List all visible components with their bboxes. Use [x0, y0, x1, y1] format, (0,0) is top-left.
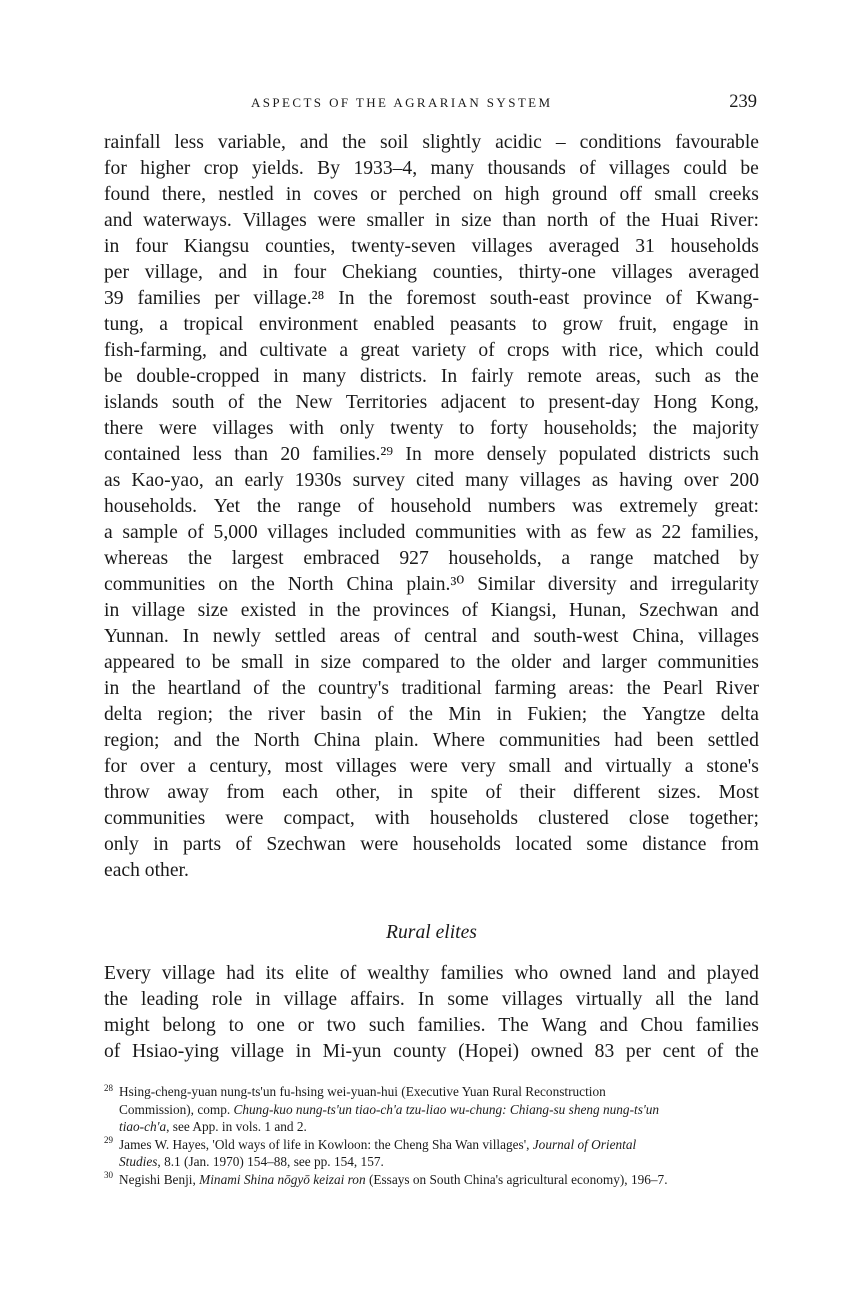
text-line: there were villages with only twenty to forty households; the majority [104, 418, 759, 439]
footnote-28: 28 Hsing-cheng-yuan nung-ts'un fu-hsing wei-yuan-hui (Executive Yuan Rural Reconstruction [104, 1082, 606, 1099]
footnote-29: 29 James W. Hayes, 'Old ways of life in Kowloon: the Cheng Sha Wan villages', Journal of Oriental [104, 1135, 637, 1152]
text-line: a sample of 5,000 villages included communities with as few as 22 families, [104, 522, 759, 543]
text-line: of Hsiao-ying village in Mi-yun county (Hopei) owned 83 per cent of the [104, 1041, 759, 1062]
text-line: whereas the largest embraced 927 households, a range matched by [104, 548, 759, 569]
footnote-line: tiao-ch'a, see App. in vols. 1 and 2. [119, 1119, 307, 1134]
text-line: the leading role in village affairs. In some villages virtually all the land [104, 989, 759, 1010]
text-line: in the heartland of the country's traditional farming areas: the Pearl River [104, 678, 759, 699]
text-line: contained less than 20 families.²⁹ In more densely populated districts such [104, 444, 759, 465]
text-line: Yunnan. In newly settled areas of central and south-west China, villages [104, 626, 759, 647]
text-line: found there, nestled in coves or perched on high ground off small creeks [104, 184, 759, 205]
page-number: 239 [729, 92, 757, 112]
body-paragraph [104, 961, 759, 1065]
running-head [104, 92, 759, 116]
footnote-line: Studies, 8.1 (Jan. 1970) 154–88, see pp. 154, 157. [119, 1154, 384, 1169]
text-line: fish-farming, and cultivate a great variety of crops with rice, which could [104, 340, 759, 361]
text-line: Every village had its elite of wealthy families who owned land and played [104, 963, 759, 984]
text-line: in four Kiangsu counties, twenty-seven villages averaged 31 households [104, 236, 759, 257]
text-line: delta region; the river basin of the Min in Fukien; the Yangtze delta [104, 704, 759, 725]
text-line: tung, a tropical environment enabled peasants to grow fruit, engage in [104, 314, 759, 335]
text-line: might belong to one or two such families. The Wang and Chou families [104, 1015, 759, 1036]
text-line: households. Yet the range of household numbers was extremely great: [104, 496, 759, 517]
text-line: as Kao-yao, an early 1930s survey cited many villages as having over 200 [104, 470, 759, 491]
text-line: throw away from each other, in spite of their different sizes. Most [104, 782, 759, 803]
text-line: and waterways. Villages were smaller in size than north of the Huai River: [104, 210, 759, 231]
text-line: appeared to be small in size compared to the older and larger communities [104, 652, 759, 673]
text-line: 39 families per village.²⁸ In the foremost south-east province of Kwang- [104, 288, 759, 309]
footnote-line: Commission), comp. Chung-kuo nung-ts'un tiao-ch'a tzu-liao wu-chung: Chiang-su sheng nung-ts'un [119, 1101, 660, 1117]
text-line: for over a century, most villages were very small and virtually a stone's [104, 756, 759, 777]
text-line: in village size existed in the provinces of Kiangsi, Hunan, Szechwan and [104, 600, 759, 621]
running-title: ASPECTS OF THE AGRARIAN SYSTEM [251, 95, 553, 110]
text-line: rainfall less variable, and the soil slightly acidic – conditions favourable [104, 132, 759, 153]
footnotes [104, 1083, 759, 1188]
footnote-30: 30 Negishi Benji, Minami Shina nōgyō keizai ron (Essays on South China's agricultural economy), 196–7. [104, 1170, 668, 1187]
text-line: only in parts of Szechwan were households located some distance from [104, 834, 759, 855]
text-line: for higher crop yields. By 1933–4, many thousands of villages could be [104, 158, 759, 179]
text-line: communities were compact, with households clustered close together; [104, 808, 759, 829]
body-paragraph [104, 130, 759, 884]
text-line: each other. [104, 860, 189, 881]
text-line: be double-cropped in many districts. In fairly remote areas, such as the [104, 366, 759, 387]
section-heading: Rural elites [386, 922, 477, 943]
text-line: per village, and in four Chekiang counties, thirty-one villages averaged [104, 262, 759, 283]
text-line: communities on the North China plain.³⁰ Similar diversity and irregularity [104, 574, 759, 595]
text-line: region; and the North China plain. Where communities had been settled [104, 730, 759, 751]
text-line: islands south of the New Territories adjacent to present-day Hong Kong, [104, 392, 759, 413]
